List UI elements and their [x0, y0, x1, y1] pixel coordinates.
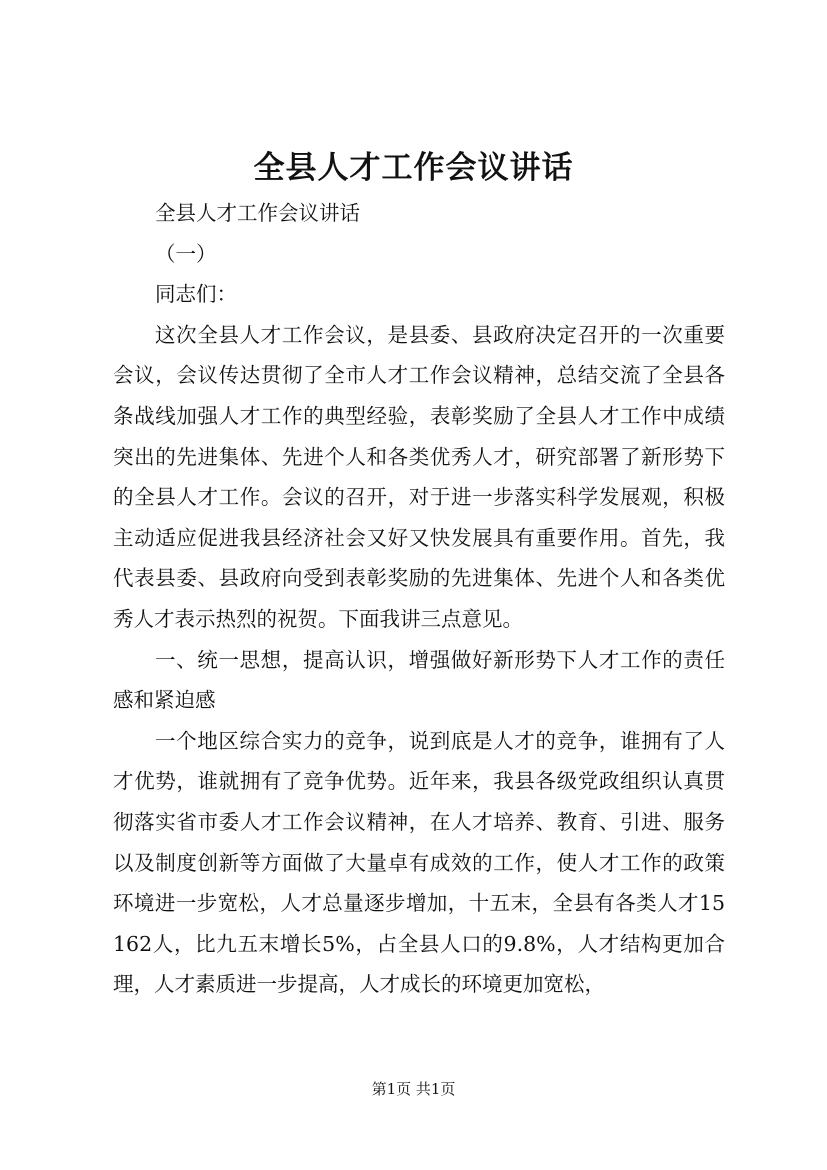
- paragraph-heading-1: 一、统一思想，提高认识，增强做好新形势下人才工作的责任感和紧迫感: [113, 647, 725, 713]
- page-footer: 第1页 共1页: [371, 1080, 456, 1098]
- paragraph-salutation: 同志们：: [155, 282, 238, 307]
- paragraph-subtitle: 全县人才工作会议讲话: [155, 201, 361, 225]
- paragraph-section-number: （一）: [155, 241, 217, 266]
- document-body: [113, 193, 725, 1005]
- document-title: 全县人才工作会议讲话: [253, 150, 574, 186]
- paragraph-body-1: 一个地区综合实力的竞争，说到底是人才的竞争，谁拥有了人才优势，谁就拥有了竞争优势。近年来，我县各级党政组织认真贯彻落实省市委人才工作会议精神，在人才培养、教育、引进、服务以及制度创新等方面做了大量卓有成效的工作，使人才工作的政策环境进一步宽松，人才总量逐步增加，十五末，全县有各类人才15162人，比九五末增长5%，占全县人口的9.8%，人才结构更加合理，人才素质进一步提高，人才成长的环境更加宽松，: [113, 728, 725, 997]
- paragraph-intro: 这次全县人才工作会议，是县委、县政府决定召开的一次重要会议，会议传达贯彻了全市人才工作会议精神，总结交流了全县各条战线加强人才工作的典型经验，表彰奖励了全县人才工作中成绩突出的先进集体、先进个人和各类优秀人才，研究部署了新形势下的全县人才工作。会议的召开，对于进一步落实科学发展观，积极主动适应促进我县经济社会又好又快发展具有重要作用。首先，我代表县委、县政府向受到表彰奖励的先进集体、先进个人和各类优秀人才表示热烈的祝贺。下面我讲三点意见。: [113, 322, 725, 631]
